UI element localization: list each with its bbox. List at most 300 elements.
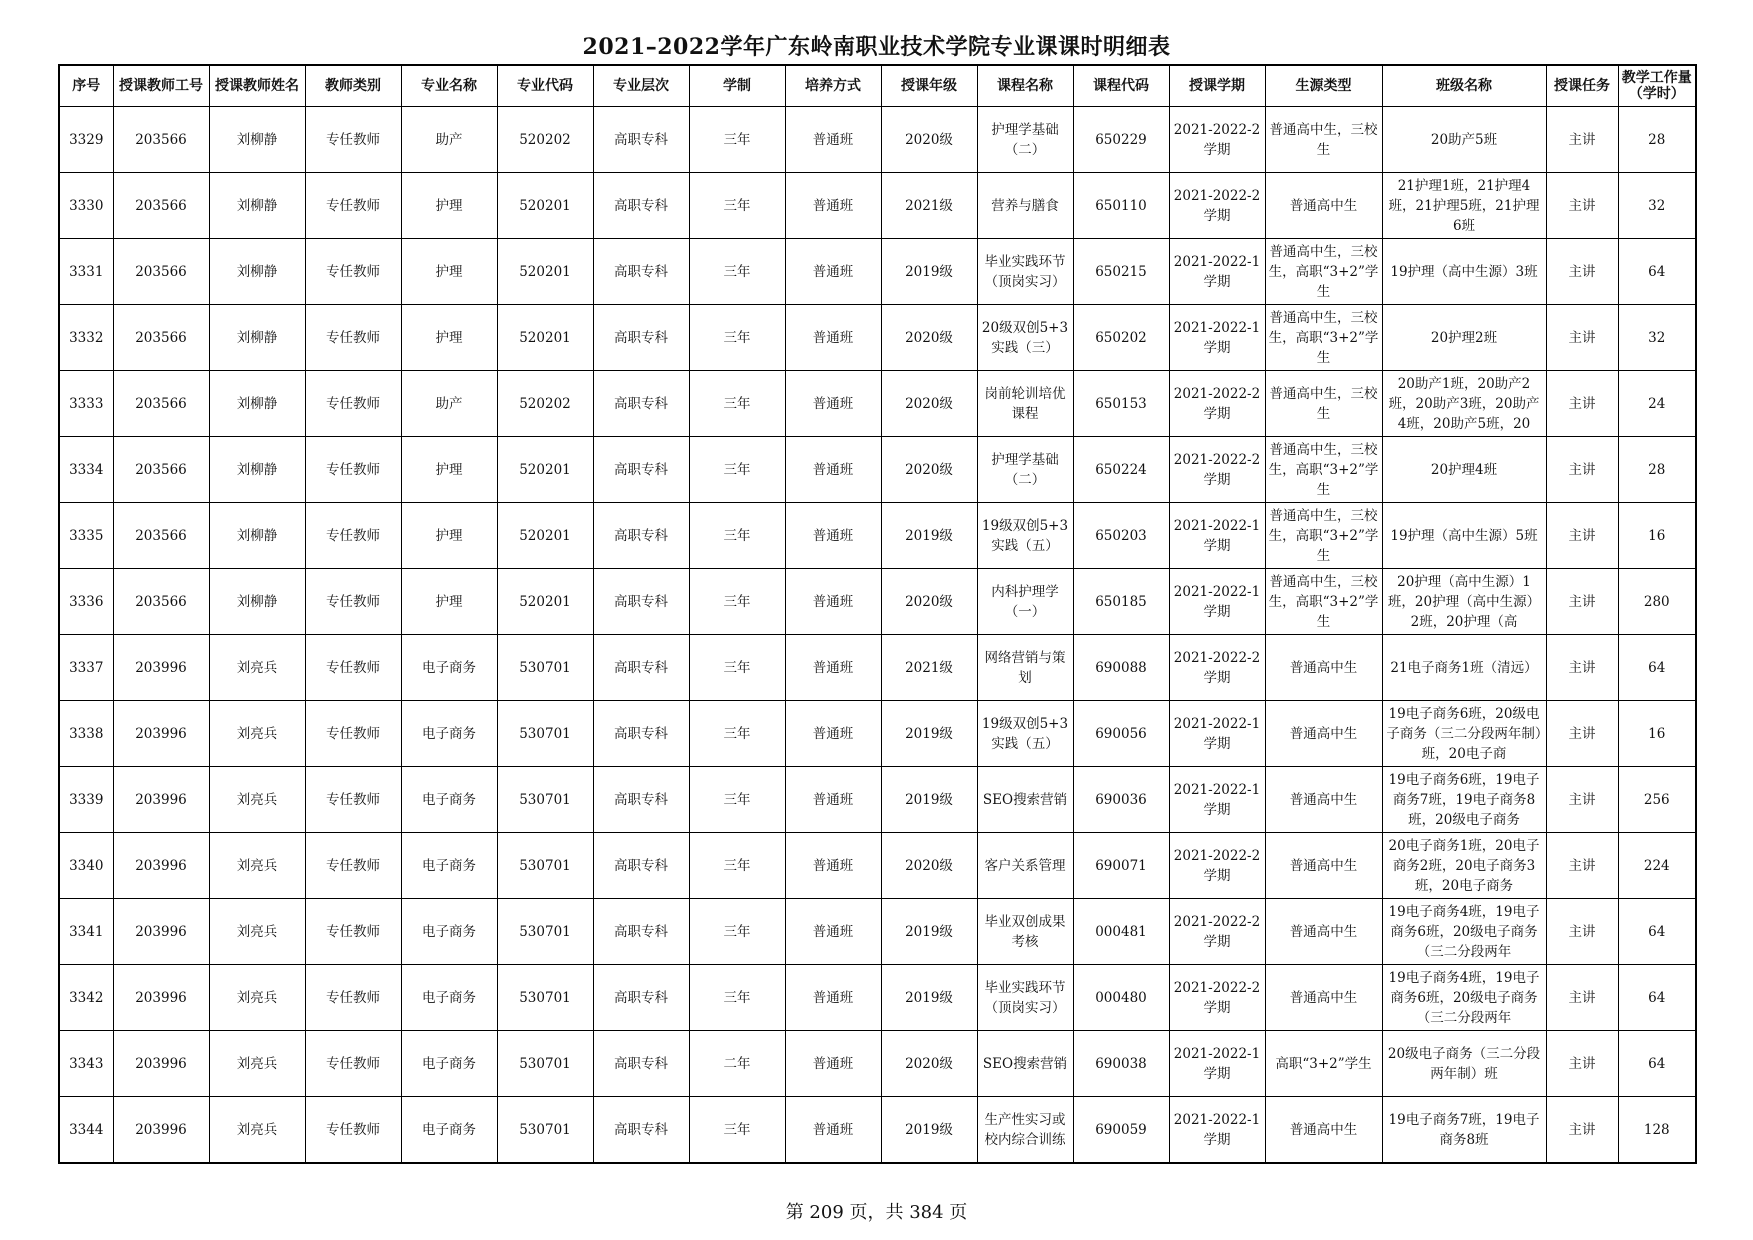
cell-text: 刘柳静 [236,329,278,346]
cell-text: 高职专科 [614,395,668,412]
table-cell [1618,767,1696,833]
cell-text: 3331 [69,263,104,280]
cell-text: 三年 [723,197,751,214]
table-cell [977,173,1073,239]
table-cell [881,173,977,239]
table-cell [881,1097,977,1164]
cell-text: 203996 [135,1121,187,1138]
table-cell [593,767,689,833]
cell-text: 2021-2022-1学期 [1173,1111,1261,1148]
cell-text: 2021-2022-1学期 [1173,253,1261,290]
cell-text: 2021-2022-2学期 [1173,649,1261,686]
table-row [59,371,1696,437]
cell-text: 专任教师 [326,791,380,808]
cell-text: 650110 [1095,197,1147,214]
cell-text: 2020级 [905,1055,953,1072]
table-cell [593,635,689,701]
table-cell [1073,635,1169,701]
table-cell [977,239,1073,305]
table-cell [1618,305,1696,371]
table-cell [59,1031,113,1097]
cell-text: 普通高中生 [1289,989,1358,1006]
column-header: 授课任务 [1546,65,1618,107]
table-cell [1265,173,1382,239]
column-header: 课程代码 [1073,65,1169,107]
cell-text: 520201 [519,593,571,610]
cell-text: 高职专科 [614,131,668,148]
table-cell [1265,239,1382,305]
cell-text: 19电子商务4班，19电子商务6班，20级电子商务（三二分段两年 [1388,969,1540,1026]
column-header: 教学工作量（学时） [1618,65,1696,107]
cell-text: 助产 [435,131,463,148]
table-cell [1546,305,1618,371]
cell-text: 高职专科 [614,725,668,742]
table-cell [401,305,497,371]
table-cell [59,833,113,899]
table-cell [209,305,305,371]
table-cell [305,305,401,371]
cell-text: 专任教师 [326,131,380,148]
table-cell [1265,569,1382,635]
table-header-row [59,65,1696,107]
table-cell [1618,701,1696,767]
cell-text: 530701 [519,923,571,940]
table-cell [113,965,209,1031]
cell-text: 2019级 [905,989,953,1006]
cell-text: 000481 [1095,923,1147,940]
table-cell [785,701,881,767]
cell-text: 2019级 [905,263,953,280]
table-cell [785,1031,881,1097]
table-cell [881,371,977,437]
cell-text: 24 [1648,395,1666,412]
table-cell [1382,239,1546,305]
cell-text: 专任教师 [326,857,380,874]
cell-text: 三年 [723,527,751,544]
table-cell [785,767,881,833]
cell-text: 刘柳静 [236,527,278,544]
cell-text: 高职专科 [614,989,668,1006]
table-cell [59,305,113,371]
cell-text: 普通高中生 [1289,659,1358,676]
cell-text: 三年 [723,395,751,412]
table-cell [1265,701,1382,767]
cell-text: 电子商务 [422,923,476,940]
cell-text: 毕业实践环节（顶岗实习） [984,253,1066,290]
table-cell [1265,437,1382,503]
table-cell [1618,371,1696,437]
table-cell [593,701,689,767]
cell-text: 3340 [69,857,104,874]
table-cell [689,569,785,635]
cell-text: 2020级 [905,593,953,610]
cell-text: 2021-2022-1学期 [1173,715,1261,752]
cell-text: 19电子商务7班，19电子商务8班 [1388,1111,1540,1148]
table-cell [689,833,785,899]
cell-text: 19电子商务6班，19电子商务7班，19电子商务8班，20级电子商务 [1388,771,1540,828]
cell-text: 普通班 [812,725,854,742]
table-cell [209,437,305,503]
cell-text: 刘亮兵 [236,989,278,1006]
cell-text: 专任教师 [326,263,380,280]
cell-text: 岗前轮训培优课程 [984,385,1066,422]
table-cell [785,305,881,371]
cell-text: 520201 [519,197,571,214]
table-cell [113,107,209,173]
table-cell [1382,767,1546,833]
table-cell [401,569,497,635]
table-cell [1382,701,1546,767]
table-cell [401,173,497,239]
table-cell [1546,767,1618,833]
cell-text: 主讲 [1568,989,1596,1006]
cell-text: 203566 [135,197,187,214]
table-cell [977,767,1073,833]
cell-text: 普通班 [812,989,854,1006]
cell-text: 护理 [435,527,463,544]
cell-text: 三年 [723,791,751,808]
table-cell [785,107,881,173]
table-cell [1169,1097,1265,1164]
cell-text: 刘柳静 [236,395,278,412]
cell-text: 530701 [519,1121,571,1138]
cell-text: 三年 [723,131,751,148]
cell-text: 专任教师 [326,1055,380,1072]
cell-text: 2019级 [905,1121,953,1138]
table-cell [1618,1097,1696,1164]
table-cell [881,239,977,305]
cell-text: 普通班 [812,263,854,280]
table-cell [113,1031,209,1097]
cell-text: 主讲 [1568,593,1596,610]
cell-text: 刘亮兵 [236,659,278,676]
cell-text: 2021-2022-2学期 [1173,385,1261,422]
table-cell [881,701,977,767]
table-cell [401,965,497,1031]
table-cell [1265,767,1382,833]
table-cell [1382,965,1546,1031]
table-cell [977,1031,1073,1097]
cell-text: 20助产5班 [1430,131,1498,148]
table-row [59,899,1696,965]
table-cell [785,965,881,1031]
cell-text: 203566 [135,131,187,148]
cell-text: 3344 [69,1121,104,1138]
table-cell [1546,1031,1618,1097]
cell-text: 690059 [1095,1121,1147,1138]
table-row [59,239,1696,305]
cell-text: 520202 [519,395,571,412]
table-cell [785,1097,881,1164]
table-cell [59,173,113,239]
table-cell [1073,1031,1169,1097]
cell-text: 650224 [1095,461,1147,478]
table-cell [305,437,401,503]
cell-text: 2021-2022-2学期 [1173,979,1261,1016]
table-cell [1546,1097,1618,1164]
cell-text: 普通高中生，三校生 [1269,121,1378,158]
column-header: 授课年级 [881,65,977,107]
table-cell [59,569,113,635]
cell-text: 专任教师 [326,395,380,412]
table-cell [1618,899,1696,965]
table-cell [977,833,1073,899]
table-cell [401,503,497,569]
table-cell [1073,833,1169,899]
page-title: 2021–2022学年广东岭南职业技术学院专业课课时明细表 [582,34,1171,60]
cell-text: 650229 [1095,131,1147,148]
cell-text: 刘亮兵 [236,725,278,742]
table-cell [1618,239,1696,305]
table-cell [113,371,209,437]
cell-text: 电子商务 [422,725,476,742]
cell-text: 主讲 [1568,197,1596,214]
cell-text: 主讲 [1568,263,1596,280]
cell-text: 普通高中生，三校生 [1269,385,1378,422]
table-cell [1618,173,1696,239]
table-cell [1169,767,1265,833]
cell-text: 主讲 [1568,395,1596,412]
table-cell [785,635,881,701]
cell-text: 刘亮兵 [236,923,278,940]
table-cell [881,899,977,965]
table-cell [1382,635,1546,701]
table-cell [1618,965,1696,1031]
table-cell [113,239,209,305]
table-cell [881,1031,977,1097]
table-cell [209,107,305,173]
cell-text: 电子商务 [422,1055,476,1072]
cell-text: 主讲 [1568,725,1596,742]
cell-text: 32 [1648,329,1666,346]
cell-text: 高职专科 [614,527,668,544]
table-cell [1073,239,1169,305]
cell-text: 助产 [435,395,463,412]
cell-text: 64 [1648,659,1666,676]
cell-text: 三年 [723,857,751,874]
table-cell [1265,371,1382,437]
cell-text: 2021级 [905,197,953,214]
table-cell [59,1097,113,1164]
cell-text: 20护理（高中生源）1班，20护理（高中生源）2班，20护理（高 [1387,573,1541,630]
cell-text: 电子商务 [422,791,476,808]
cell-text: 护理 [435,461,463,478]
table-cell [689,371,785,437]
cell-text: 主讲 [1568,527,1596,544]
table-cell [113,437,209,503]
table-cell [1382,371,1546,437]
column-header: 授课学期 [1169,65,1265,107]
table-cell [593,569,689,635]
cell-text: 三年 [723,329,751,346]
cell-text: 530701 [519,989,571,1006]
cell-text: 2021级 [905,659,953,676]
column-header: 学制 [689,65,785,107]
table-row [59,437,1696,503]
table-cell [113,767,209,833]
cell-text: 203566 [135,527,187,544]
cell-text: 普通高中生 [1289,197,1358,214]
table-cell [401,1097,497,1164]
table-cell [59,965,113,1031]
table-cell [977,965,1073,1031]
table-cell [1073,899,1169,965]
cell-text: 21电子商务1班（清远） [1390,659,1538,676]
table-cell [1618,635,1696,701]
table-cell [881,305,977,371]
table-row [59,1097,1696,1164]
cell-text: 64 [1648,263,1666,280]
cell-text: 刘柳静 [236,197,278,214]
table-cell [1169,899,1265,965]
cell-text: 2021-2022-1学期 [1173,319,1261,356]
table-cell [401,437,497,503]
cell-text: 530701 [519,791,571,808]
table-cell [785,569,881,635]
table-cell [59,503,113,569]
cell-text: 530701 [519,725,571,742]
cell-text: SEO搜索营销 [982,791,1068,808]
table-cell [209,371,305,437]
table-cell [1546,371,1618,437]
table-cell [1073,701,1169,767]
cell-text: 203996 [135,659,187,676]
cell-text: 20级电子商务（三二分段两年制）班 [1387,1045,1541,1082]
cell-text: 专任教师 [326,593,380,610]
cell-text: 客户关系管理 [984,857,1066,874]
table-row [59,965,1696,1031]
cell-text: 19级双创5+3实践（五） [981,715,1069,752]
table-cell [1169,239,1265,305]
cell-text: 2021-2022-1学期 [1173,517,1261,554]
table-row [59,701,1696,767]
table-cell [113,305,209,371]
table-cell [1169,437,1265,503]
cell-text: 三年 [723,461,751,478]
table-cell [881,635,977,701]
cell-text: 2019级 [905,791,953,808]
cell-text: 203566 [135,593,187,610]
table-cell [497,965,593,1031]
table-cell [401,239,497,305]
cell-text: 毕业实践环节（顶岗实习） [984,979,1066,1016]
table-cell [59,107,113,173]
cell-text: 普通班 [812,593,854,610]
table-cell [785,371,881,437]
cell-text: 2019级 [905,527,953,544]
table-cell [209,701,305,767]
table-cell [209,899,305,965]
cell-text: 三年 [723,593,751,610]
cell-text: 毕业双创成果考核 [984,913,1066,950]
table-cell [977,437,1073,503]
cell-text: 专任教师 [326,989,380,1006]
table-cell [881,965,977,1031]
cell-text: 650203 [1095,527,1147,544]
cell-text: 20护理4班 [1430,461,1498,478]
table-cell [1382,173,1546,239]
table-cell [305,635,401,701]
table-cell [977,503,1073,569]
table-cell [401,635,497,701]
cell-text: 营养与膳食 [991,197,1059,214]
cell-text: 3336 [69,593,104,610]
cell-text: 64 [1648,923,1666,940]
column-header: 序号 [59,65,113,107]
cell-text: 520202 [519,131,571,148]
table-cell [977,305,1073,371]
cell-text: 高职“3+2”学生 [1275,1055,1372,1072]
cell-text: 普通班 [812,395,854,412]
cell-text: 2020级 [905,131,953,148]
table-cell [113,635,209,701]
table-cell [1546,701,1618,767]
table-cell [1265,1097,1382,1164]
cell-text: 高职专科 [614,1055,668,1072]
cell-text: 普通班 [812,131,854,148]
table-row [59,1031,1696,1097]
table-cell [497,503,593,569]
column-header: 专业名称 [401,65,497,107]
table-cell [785,173,881,239]
cell-text: 三年 [723,725,751,742]
cell-text: 3341 [69,923,104,940]
cell-text: 主讲 [1568,659,1596,676]
cell-text: 主讲 [1568,1121,1596,1138]
cell-text: 64 [1648,989,1666,1006]
table-cell [305,1031,401,1097]
table-cell [497,1097,593,1164]
column-header: 课程名称 [977,65,1073,107]
cell-text: 专任教师 [326,527,380,544]
table-row [59,833,1696,899]
table-cell [689,305,785,371]
cell-text: 普通高中生 [1289,725,1358,742]
cell-text: 2021-2022-1学期 [1173,1045,1261,1082]
table-cell [593,173,689,239]
table-cell [1169,701,1265,767]
table-cell [497,833,593,899]
table-cell [113,1097,209,1164]
cell-text: 主讲 [1568,1055,1596,1072]
cell-text: 520201 [519,329,571,346]
cell-text: 690071 [1095,857,1147,874]
cell-text: 护理学基础（二） [991,451,1059,488]
cell-text: 普通高中生，三校生，高职“3+2”学生 [1268,573,1379,630]
cell-text: 护理 [435,593,463,610]
table-cell [593,1097,689,1164]
table-cell [497,635,593,701]
cell-text: 电子商务 [422,659,476,676]
table-cell [401,371,497,437]
cell-text: 2020级 [905,857,953,874]
table-cell [497,173,593,239]
cell-text: 专任教师 [326,197,380,214]
table-cell [977,701,1073,767]
table-cell [881,107,977,173]
table-cell [209,965,305,1031]
table-cell [113,503,209,569]
table-cell [209,833,305,899]
cell-text: 专任教师 [326,461,380,478]
cell-text: 32 [1648,197,1666,214]
cell-text: 3335 [69,527,104,544]
table-row [59,173,1696,239]
table-cell [305,701,401,767]
cell-text: 203566 [135,329,187,346]
table-row [59,305,1696,371]
cell-text: 专任教师 [326,329,380,346]
